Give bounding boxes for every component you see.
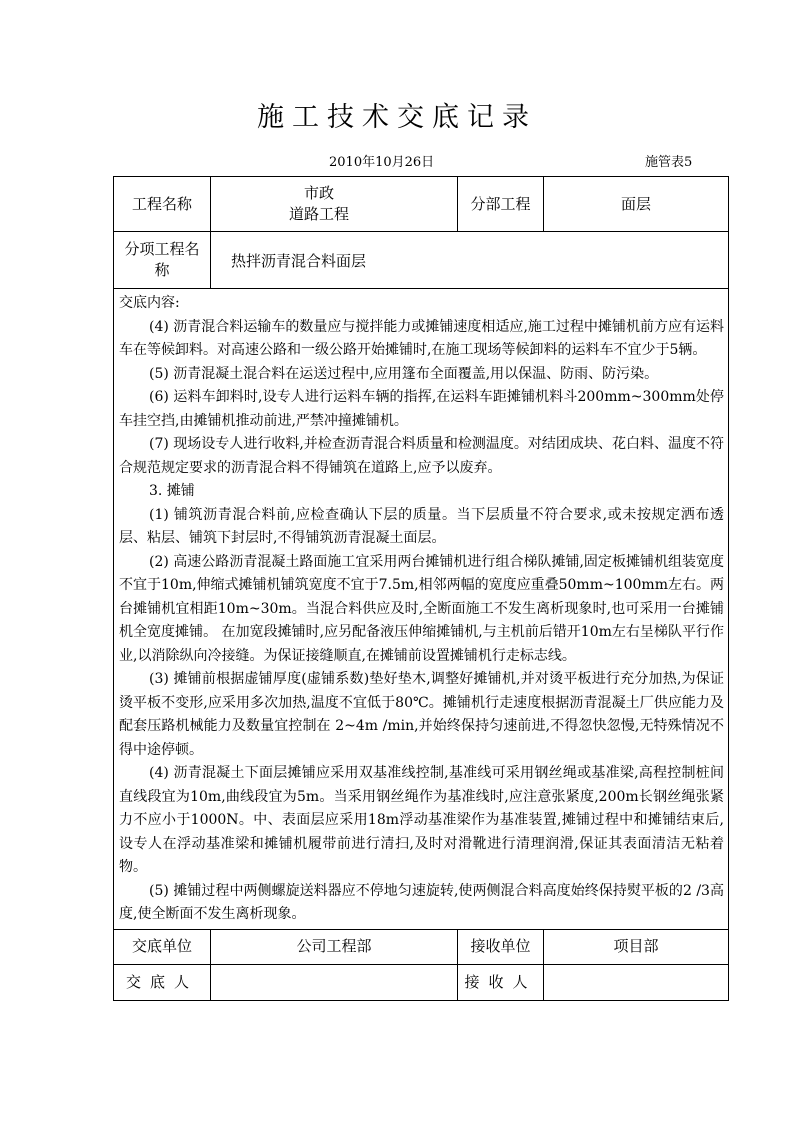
division-value: 面层	[544, 177, 729, 232]
receiver-unit-value: 项目部	[544, 929, 729, 964]
disclosure-content	[114, 289, 729, 930]
project-name-value	[211, 177, 458, 232]
form-number: 施管表5	[645, 155, 693, 170]
receiver-person-value[interactable]	[544, 964, 729, 1000]
issuer-person-label: 交底人	[114, 964, 211, 1000]
person-row	[114, 964, 729, 1000]
project-name-text: 市政 道路工程	[288, 184, 349, 223]
project-name-label: 工程名称	[114, 177, 211, 232]
project-row	[114, 177, 729, 232]
content-paragraph: (1) 铺筑沥青混合料前,应检查确认下层的质量。当下层质量不符合要求,或未按规定洒布透层、粘层、铺筑下封层时,不得铺筑沥青混凝土面层。	[119, 506, 724, 546]
receiver-unit-label: 接收单位	[458, 929, 544, 964]
issuer-person-value[interactable]	[211, 964, 458, 1000]
subitem-value: 热拌沥青混合料面层	[211, 232, 729, 289]
division-label: 分部工程	[458, 177, 544, 232]
content-paragraph: (7) 现场设专人进行收料,并检查沥青混合料质量和检测温度。对结团成块、花白料、温度不符合规范规定要求的沥青混合料不得铺筑在道路上,应予以废弃。	[119, 436, 724, 476]
content-heading: 交底内容:	[119, 295, 180, 311]
content-section-heading: 3. 摊铺	[149, 483, 195, 499]
content-row	[114, 289, 729, 930]
disclosure-form-table	[113, 176, 729, 1001]
page-title: 施工技术交底记录	[257, 102, 537, 133]
issuer-unit-label: 交底单位	[114, 929, 211, 964]
subitem-row	[114, 232, 729, 289]
content-paragraph: (5) 摊铺过程中两侧螺旋送料器应不停地匀速旋转,使两侧混合料高度始终保持熨平板的2 /3高度,使全断面不发生离析现象。	[119, 882, 724, 922]
receiver-person-label: 接收人	[458, 964, 544, 1000]
content-paragraph: (3) 摊铺前根据虚铺厚度(虚铺系数)垫好垫木,调整好摊铺机,并对烫平板进行充分加热,为保证烫平板不变形,应采用多次加热,温度不宜低于80℃。摊铺机行走速度根据沥青混凝土厂供应能力及配套压路机械能力及数量宜控制在 2~4m /min,并始终保持匀速前进,不得忽快忽慢,无特殊情况不得中途停顿。	[119, 671, 724, 758]
issuer-unit-value: 公司工程部	[211, 929, 458, 964]
content-paragraph: (4) 沥青混合料运输车的数量应与搅拌能力或摊铺速度相适应,施工过程中摊铺机前方应有运料车在等候卸料。对高速公路和一级公路开始摊铺时,在施工现场等候卸料的运料车不宜少于5辆。	[119, 318, 724, 358]
subitem-label: 分项工程名称	[114, 232, 211, 289]
content-paragraph: (4) 沥青混凝土下面层摊铺应采用双基准线控制,基准线可采用钢丝绳或基准梁,高程控制桩间直线段宜为10m,曲线段宜为5m。当采用钢丝绳作为基准线时,应注意张紧度,200m长钢丝绳张紧力不应小于1000N。中、表面层应采用18m浮动基准梁作为基准装置,摊铺过程中和摊铺结束后,设专人在浮动基准梁和摊铺机履带前进行清扫,及时对滑靴进行清理润滑,保证其表面清洁无粘着物。	[119, 765, 724, 875]
content-paragraph: (6) 运料车卸料时,设专人进行运料车辆的指挥,在运料车距摊铺机料斗200mm~300mm处停车挂空挡,由摊铺机推动前进,严禁冲撞摊铺机。	[119, 389, 724, 429]
content-paragraph: (2) 高速公路沥青混凝土路面施工宜采用两台摊铺机进行组合梯队摊铺,固定板摊铺机组装宽度不宜于10m,伸缩式摊铺机铺筑宽度不宜于7.5m,相邻两幅的宽度应重叠50mm~100mm左右。两台摊铺机宜相距10m~30m。当混合料供应及时,全断面施工不发生离析现象时,也可采用一台摊铺机全宽度摊铺。 在加宽段摊铺时,应另配备液压伸缩摊铺机,与主机前后错开10m左右呈梯队平行作业,以消除纵向冷接缝。为保证接缝顺直,在摊铺前设置摊铺机行走标志线。	[119, 553, 724, 664]
record-date: 2010年10月26日	[329, 155, 435, 170]
content-paragraph: (5) 沥青混凝土混合料在运送过程中,应用篷布全面覆盖,用以保温、防雨、防污染。	[149, 365, 659, 382]
unit-row	[114, 929, 729, 964]
